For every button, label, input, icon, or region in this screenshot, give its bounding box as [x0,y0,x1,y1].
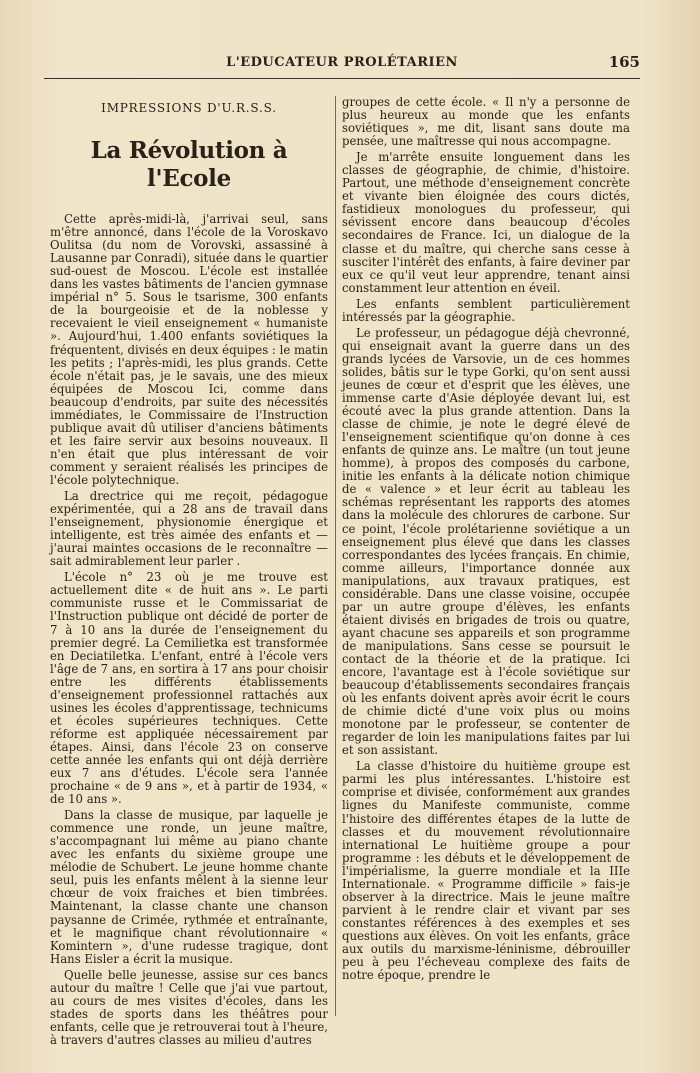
paragraph: groupes de cette école. « Il n'y a personne de plus heureux au monde que les enfants soviétiques », me dit, lisant sans doute ma pensée, une maîtresse qui nous accompagne. [342,95,630,149]
paragraph: Le professeur, un pédagogue déjà chevronné, qui enseignait avant la guerre dans un des grands lycées de Varsovie, un de ces hommes solides, bâtis sur le type Gorki, qu'on sent aussi jeunes de cœur et d'esprit que les élèves, une immense carte d'Asie déployée devant lui, est écouté avec la plus grande attention. Dans la classe de chimie, je note le degré élevé de l'enseignement scientifique qu'on donne à ces enfants de quinze ans. Le maître (un tout jeune homme), à propos des composés du carbone, initie les enfants à la délicate notion chimique de « valence » et leur écrit au tableau les schémas représentant les rapports des atomes dans la molécule des chlorures de carbone. Sur ce point, l'école prolétarienne soviétique a un enseignement plus élevé que dans les classes correspondantes des lycées français. En chimie, comme ailleurs, l'importance donnée aux manipulations, aux travaux pratiques, est considérable. Dans une classe voisine, occupée par un autre groupe d'élèves, les enfants étaient divisés en brigades de trois ou quatre, ayant chacune ses appareils et son programme de manipulations. Sans cesse se poursuit le contact de la théorie et de la pratique. Ici encore, l'avantage est à l'école soviétique sur beaucoup d'établissements secondaires français où les enfants doivent après avoir écrit le cours de chimie dicté d'une voix plus ou moins monotone par le professeur, se contenter de regarder de loin les manipulations faites par lui et son assistant. [342,325,630,758]
running-header [44,52,640,79]
page-number: 165 [608,53,640,71]
left-column [50,96,328,1050]
paragraph: Dans la classe de musique, par laquelle je commence une ronde, un jeune maître, s'accompagnant lui même au piano chante avec les enfants du sixième groupe une mélodie de Schubert. Le jeune homme chante seul, puis les enfants mêlent à la sienne leur chœur de voix fraiches et bien timbrées. Maintenant, la classe chante une chanson paysanne de Crimée, rythmée et entraînante, et le magnifique chant révolutionnaire « Komintern », d'une rudesse tragique, dont Hans Eisler a écrit la musique. [50,808,328,966]
paragraph: L'école n° 23 où je me trouve est actuellement dite « de huit ans ». Le parti communiste russe et le Commissariat de l'Instruction publique ont décidé de porter de 7 à 10 ans la durée de l'enseignement du premier degré. La Cemilietka est transformée en Deciatiletka. L'enfant, entré à l'école vers l'âge de 7 ans, en sortira à 17 ans pour choisir entre les différents établissements d'enseignement professionnel rattachés aux usines les écoles d'apprentissage, technicums et écoles supérieures techniques. Cette réforme est appliquée nécessairement par étapes. Ainsi, dans l'école 23 on conserve cette année les enfants qui ont déjà derrière eux 7 ans d'études. L'école sera l'année prochaine « de 9 ans », et à partir de 1934, « de 10 ans ». [50,570,328,807]
journal-title: L'EDUCATEUR PROLÉTARIEN [226,55,458,70]
article-kicker: IMPRESSIONS D'U.R.S.S. [101,101,277,115]
right-column [342,96,630,985]
paragraph: Quelle belle jeunesse, assise sur ces bancs autour du maître ! Celle que j'ai vue partout, au cours de mes visites d'écoles, dans les stades de sports dans les théâtres pour enfants, celle que je retrouverai tout à l'heure, à travers d'autres classes au milieu d'autres [50,967,328,1047]
paragraph: La drectrice qui me reçoit, pédagogue expérimentée, qui a 28 ans de travail dans l'enseignement, physionomie énergique et intelligente, est très aimée des enfants et — j'aurai maintes occasions de le reconnaître — sait admirablement leur parler . [50,489,328,569]
paragraph: Les enfants semblent particulièrement intéressés par la géographie. [342,296,630,324]
paragraph: Cette après-midi-là, j'arrivai seul, sans m'être annoncé, dans l'école de la Voroskavo Oulitsa (du nom de Vorovski, assassiné à Lausanne par Conradi), située dans le quartier sud-ouest de Moscou. L'école est installée dans les vastes bâtiments de l'ancien gymnase impérial n° 5. Sous le tsarisme, 300 enfants de la bourgeoisie et de la noblesse y recevaient le vieil enseignement « humaniste ». Aujourd'hui, 1.400 enfants soviétiques la fréquentent, divisés en deux équipes : le matin les petits ; l'après-midi, les plus grands. Cette école n'était pas, je le savais, une des mieux équipées de Moscou Ici, comme dans beaucoup d'endroits, par suite des nécessités immédiates, le Commissaire de l'Instruction publique avait dû utiliser d'anciens bâtiments et les faire servir aux besoins nouveaux. Il n'en était que plus intéressant de voir comment y seraient réalisés les principes de l'école polytechnique. [50,212,329,487]
paragraph: Je m'arrête ensuite longuement dans les classes de géographie, de chimie, d'histoire. Partout, une méthode d'enseignement concrète et vivante bien éloignée des cours dictés, fastidieux monologues du professeur, qui sévissent encore dans beaucoup d'écoles secondaires de France. Ici, un dialogue de la classe et du maître, qui cherche sans cesse à susciter l'intérêt des enfants, à faire deviner par eux ce qu'il veut leur apprendre, tenant ainsi constamment leur attention en éveil. [342,150,630,295]
column-divider [335,96,336,1016]
paragraph: La classe d'histoire du huitième groupe est parmi les plus intéressantes. L'histoire est comprise et divisée, conformément aux grandes lignes du Manifeste communiste, comme l'histoire des différentes étapes de la lutte de classes et du mouvement révolutionnaire international Le huitième groupe a pour programme : les débuts et le développement de l'impérialisme, la guerre mondiale et la IIIe Internationale. « Programme difficile » fais-je observer à la directrice. Mais le jeune maître parvient à le rendre clair et vivant par ses constantes références à des exemples et ses questions aux élèves. On voit les enfants, grâce aux outils du marxisme-léninisme, débrouiller peu à peu l'écheveau complexe des faits de notre époque, prendre le [342,759,630,983]
article-title: La Révolution à l'Ecole [90,137,288,193]
